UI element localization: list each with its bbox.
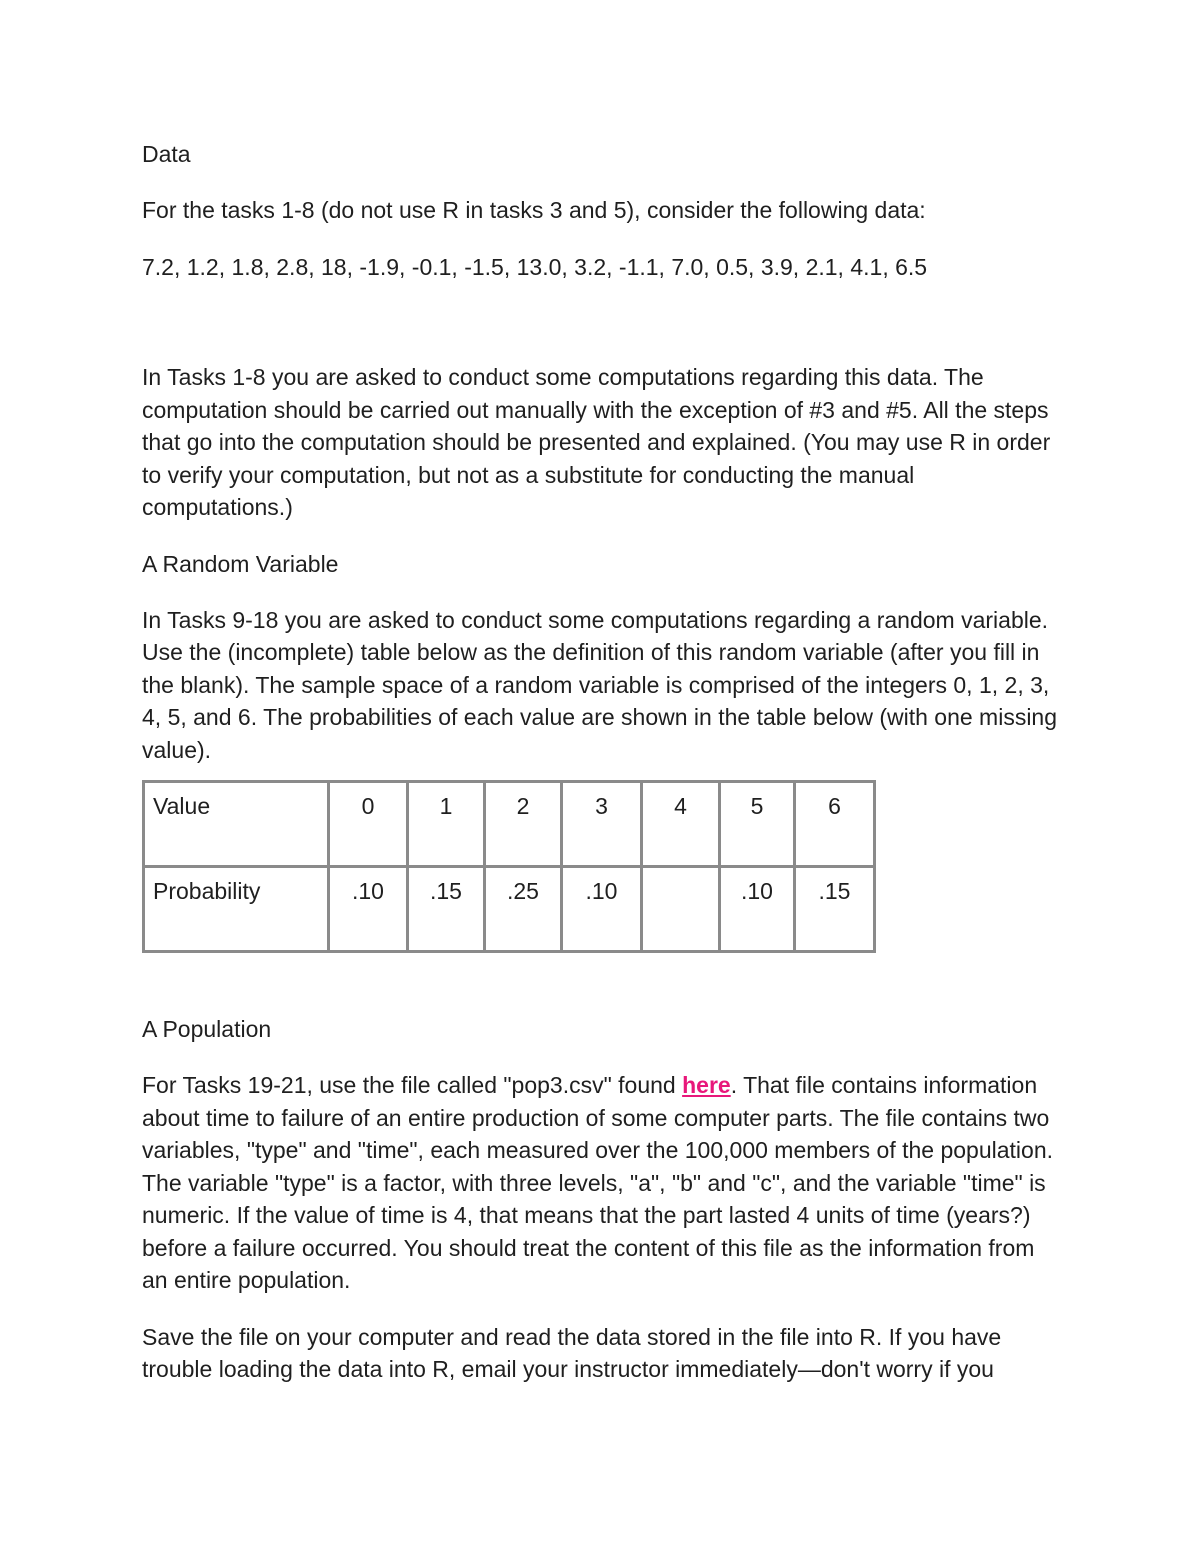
random-variable-description: In Tasks 9-18 you are asked to conduct some computations regarding a random variable. Use the (incomplete) table below as the definition of this random variable (after you fill in the blank). The sample space of a random variable is comprised of the integers 0, 1, 2, 3, 4, 5, and 6. The probabilities of each value are shown in the table below (with one missing value).	[142, 606, 1058, 763]
population-heading: A Population	[142, 1016, 272, 1042]
random-variable-heading: A Random Variable	[142, 550, 339, 577]
value-cell: 0	[329, 782, 408, 867]
probability-cell-missing	[642, 867, 720, 952]
probability-table	[142, 780, 876, 953]
probability-cell: .25	[485, 867, 562, 952]
probability-cell: .15	[408, 867, 485, 952]
data-instructions: In Tasks 1-8 you are asked to conduct some computations regarding this data. The computation should be carried out manually with the exception of #3 and #5. All the steps that go into the computation should be presented and explained. (You may use R in order to verify your computation, but not as a substitute for conducting the manual computations.)	[142, 364, 1051, 520]
value-cell: 1	[408, 782, 485, 867]
value-cell: 5	[720, 782, 795, 867]
population-instructions: Save the file on your computer and read the data stored in the file into R. If you have trouble loading the data into R, email your instructor immediately—don't worry if you	[142, 1323, 1002, 1382]
data-values: 7.2, 1.2, 1.8, 2.8, 18, -1.9, -0.1, -1.5, 13.0, 3.2, -1.1, 7.0, 0.5, 3.9, 2.1, 4.1, 6.5	[142, 253, 928, 280]
document-page	[142, 138, 1062, 1410]
table-row-values	[144, 782, 875, 867]
probability-cell: .15	[795, 867, 875, 952]
value-row-label: Value	[144, 782, 329, 867]
population-text-before-link: For Tasks 19-21, use the file called "pop3.csv" found	[142, 1072, 683, 1098]
value-cell: 2	[485, 782, 562, 867]
data-heading: Data	[142, 141, 191, 167]
probability-cell: .10	[720, 867, 795, 952]
table-row-probabilities	[144, 867, 875, 952]
probability-cell: .10	[329, 867, 408, 952]
population-text-after-link: . That file contains information about time to failure of an entire production of some computer parts. The file contains two variables, "type" and "time", each measured over the 100,000 members of the population. The variable "type" is a factor, with three levels, "a", "b" and "c", and the variable "time" is numeric. If the value of time is 4, that means that the part lasted 4 units of time (years?) before a failure occurred. You should treat the content of this file as the information from an entire population.	[142, 1072, 1054, 1293]
probability-row-label: Probability	[144, 867, 329, 952]
value-cell: 3	[562, 782, 642, 867]
data-intro: For the tasks 1-8 (do not use R in tasks 3 and 5), consider the following data:	[142, 197, 926, 223]
here-link[interactable]: here	[682, 1072, 731, 1098]
population-description	[142, 1069, 1062, 1297]
probability-cell: .10	[562, 867, 642, 952]
value-cell: 4	[642, 782, 720, 867]
value-cell: 6	[795, 782, 875, 867]
